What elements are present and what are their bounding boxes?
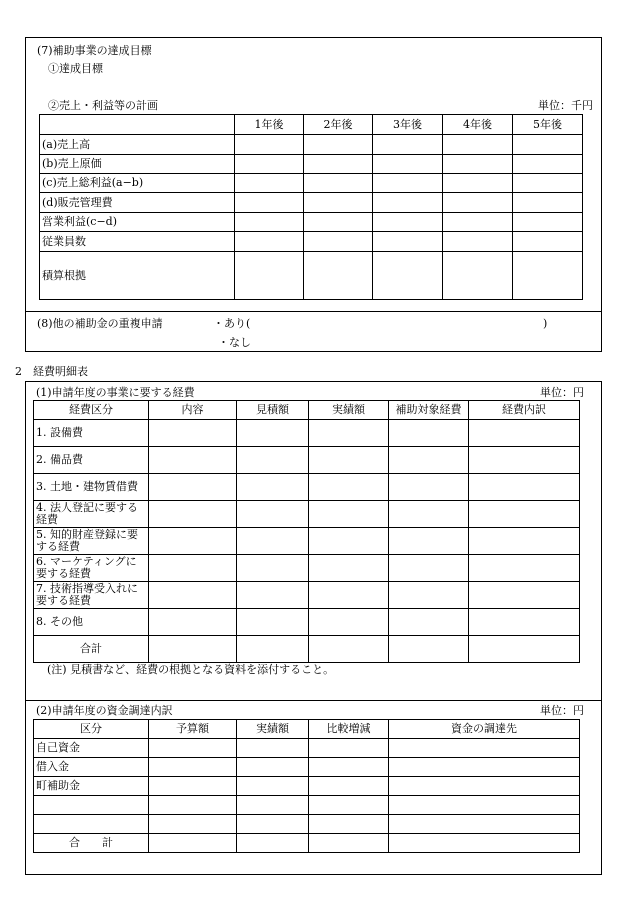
funding-cell[interactable] xyxy=(149,815,237,834)
table-row xyxy=(34,739,580,758)
section2-heading: 2 経費明細表 xyxy=(15,365,88,378)
plan-cell[interactable] xyxy=(304,155,373,174)
funding-cell[interactable] xyxy=(309,739,389,758)
funding-col-header: 実績額 xyxy=(237,720,309,739)
table-row xyxy=(34,636,580,663)
funding-cell[interactable] xyxy=(149,834,237,853)
plan-cell[interactable] xyxy=(443,213,513,232)
expense-cell[interactable] xyxy=(389,636,469,663)
table-row xyxy=(40,174,583,193)
expense-category: 3. 土地・建物賃借費 xyxy=(34,474,149,501)
expense-cell[interactable] xyxy=(149,555,237,582)
plan-cell[interactable] xyxy=(373,193,443,213)
plan-cell[interactable] xyxy=(513,193,583,213)
funding-col-header: 比較増減 xyxy=(309,720,389,739)
plan-col-header xyxy=(40,115,235,135)
plan-cell[interactable] xyxy=(304,213,373,232)
expense-cell[interactable] xyxy=(149,609,237,636)
expense-cell[interactable] xyxy=(469,636,580,663)
plan-cell[interactable] xyxy=(443,155,513,174)
expenses-unit: 単位：円 xyxy=(540,386,584,399)
plan-cell[interactable] xyxy=(373,252,443,300)
expense-cell[interactable] xyxy=(237,420,309,447)
expense-cell[interactable] xyxy=(309,582,389,609)
expense-cell[interactable] xyxy=(309,609,389,636)
divider xyxy=(25,700,602,701)
option-yes-close: ) xyxy=(543,317,548,330)
expense-cell[interactable] xyxy=(149,474,237,501)
plan-cell[interactable] xyxy=(513,174,583,193)
table-row xyxy=(34,777,580,796)
expense-category: 6. マーケティングに要する経費 xyxy=(34,555,149,582)
funding-cell[interactable] xyxy=(309,796,389,815)
plan-col-header: 2年後 xyxy=(304,115,373,135)
funding-cell[interactable] xyxy=(237,758,309,777)
table-row xyxy=(34,420,580,447)
table-row xyxy=(40,232,583,252)
expense-cell[interactable] xyxy=(309,501,389,528)
funding-cell[interactable] xyxy=(309,777,389,796)
table-row xyxy=(34,555,580,582)
plan-row-label: (c)売上総利益(a−b) xyxy=(40,174,235,193)
expense-cell[interactable] xyxy=(469,447,580,474)
expense-cell[interactable] xyxy=(149,582,237,609)
table-row xyxy=(34,528,580,555)
goal-label: ①達成目標 xyxy=(48,62,103,75)
plan-cell[interactable] xyxy=(235,155,304,174)
expenses-col-header: 経費区分 xyxy=(34,401,149,420)
expenses-col-header: 見積額 xyxy=(237,401,309,420)
expense-cell[interactable] xyxy=(309,420,389,447)
plan-cell[interactable] xyxy=(235,213,304,232)
funding-cell[interactable] xyxy=(389,815,580,834)
plan-cell[interactable] xyxy=(443,174,513,193)
expenses-col-header: 補助対象経費 xyxy=(389,401,469,420)
plan-row-label: (b)売上原価 xyxy=(40,155,235,174)
option-no[interactable]: ・なし xyxy=(218,336,251,349)
plan-cell[interactable] xyxy=(513,232,583,252)
funding-cell[interactable] xyxy=(389,796,580,815)
table-row xyxy=(40,193,583,213)
expense-cell[interactable] xyxy=(309,474,389,501)
plan-col-header: 3年後 xyxy=(373,115,443,135)
table-row xyxy=(34,834,580,853)
expense-cell[interactable] xyxy=(469,501,580,528)
funding-cell[interactable] xyxy=(237,815,309,834)
plan-row-label: 営業利益(c−d) xyxy=(40,213,235,232)
plan-cell[interactable] xyxy=(513,252,583,300)
plan-cell[interactable] xyxy=(373,213,443,232)
expense-cell[interactable] xyxy=(309,447,389,474)
section8-title: (8)他の補助金の重複申請 xyxy=(37,317,163,330)
funding-cell[interactable] xyxy=(237,739,309,758)
divider xyxy=(25,311,602,312)
expense-cell[interactable] xyxy=(389,447,469,474)
funding-cell[interactable] xyxy=(149,758,237,777)
expense-cell[interactable] xyxy=(237,636,309,663)
expense-cell[interactable] xyxy=(309,555,389,582)
funding-category[interactable] xyxy=(34,815,149,834)
expense-cell[interactable] xyxy=(469,609,580,636)
expense-cell[interactable] xyxy=(309,528,389,555)
plan-col-header: 1年後 xyxy=(235,115,304,135)
expense-cell[interactable] xyxy=(469,420,580,447)
plan-cell[interactable] xyxy=(304,135,373,155)
plan-cell[interactable] xyxy=(443,232,513,252)
funding-cell[interactable] xyxy=(389,834,580,853)
expense-cell[interactable] xyxy=(237,501,309,528)
plan-cell[interactable] xyxy=(235,252,304,300)
plan-cell[interactable] xyxy=(235,193,304,213)
funding-category[interactable] xyxy=(34,796,149,815)
expense-category: 1. 設備費 xyxy=(34,420,149,447)
table-row xyxy=(34,501,580,528)
expenses-col-header: 内容 xyxy=(149,401,237,420)
table-row xyxy=(34,758,580,777)
option-yes[interactable]: ・あり( xyxy=(213,317,251,330)
table-row xyxy=(34,815,580,834)
expense-total-label: 合計 xyxy=(34,636,149,663)
plan-cell[interactable] xyxy=(304,252,373,300)
expense-cell[interactable] xyxy=(237,528,309,555)
expense-cell[interactable] xyxy=(389,420,469,447)
funding-cell[interactable] xyxy=(389,758,580,777)
expense-cell[interactable] xyxy=(237,447,309,474)
funding-category: 自己資金 xyxy=(34,739,149,758)
plan-cell[interactable] xyxy=(443,135,513,155)
funding-total-label: 合 計 xyxy=(34,834,149,853)
funding-cell[interactable] xyxy=(309,758,389,777)
table-row xyxy=(40,213,583,232)
expenses-note: (注) 見積書など、経費の根拠となる資料を添付すること。 xyxy=(47,663,335,676)
funding-col-header: 予算額 xyxy=(149,720,237,739)
table-row xyxy=(40,155,583,174)
expense-cell[interactable] xyxy=(309,636,389,663)
expense-category: 7. 技術指導受入れに要する経費 xyxy=(34,582,149,609)
plan-cell[interactable] xyxy=(373,155,443,174)
funding-col-header: 区分 xyxy=(34,720,149,739)
expenses-table xyxy=(33,400,580,663)
expense-cell[interactable] xyxy=(237,609,309,636)
plan-unit: 単位：千円 xyxy=(538,99,593,112)
expense-cell[interactable] xyxy=(149,420,237,447)
plan-cell[interactable] xyxy=(513,135,583,155)
plan-cell[interactable] xyxy=(373,174,443,193)
expense-cell[interactable] xyxy=(389,474,469,501)
table-row xyxy=(40,252,583,300)
funding-cell[interactable] xyxy=(237,796,309,815)
plan-cell[interactable] xyxy=(443,193,513,213)
table-row xyxy=(34,796,580,815)
funding-cell[interactable] xyxy=(149,739,237,758)
expenses-col-header: 実績額 xyxy=(309,401,389,420)
plan-cell[interactable] xyxy=(235,135,304,155)
funding-unit: 単位：円 xyxy=(540,704,584,717)
table-row xyxy=(34,447,580,474)
expense-cell[interactable] xyxy=(389,501,469,528)
plan-cell[interactable] xyxy=(513,155,583,174)
expense-cell[interactable] xyxy=(149,501,237,528)
expense-cell[interactable] xyxy=(389,582,469,609)
table-row xyxy=(34,582,580,609)
funding-cell[interactable] xyxy=(237,777,309,796)
plan-cell[interactable] xyxy=(373,135,443,155)
plan-cell[interactable] xyxy=(304,193,373,213)
funding-cell[interactable] xyxy=(389,739,580,758)
plan-cell[interactable] xyxy=(304,174,373,193)
expense-cell[interactable] xyxy=(389,528,469,555)
expense-cell[interactable] xyxy=(469,474,580,501)
table-row xyxy=(34,609,580,636)
plan-cell[interactable] xyxy=(513,213,583,232)
funding-cell[interactable] xyxy=(309,834,389,853)
expenses-col-header: 経費内訳 xyxy=(469,401,580,420)
funding-cell[interactable] xyxy=(237,834,309,853)
plan-cell[interactable] xyxy=(373,232,443,252)
expense-category: 5. 知的財産登録に要する経費 xyxy=(34,528,149,555)
plan-cell[interactable] xyxy=(235,174,304,193)
expense-cell[interactable] xyxy=(469,555,580,582)
plan-table xyxy=(39,114,583,300)
expense-cell[interactable] xyxy=(389,555,469,582)
funding-cell[interactable] xyxy=(389,777,580,796)
table-row xyxy=(34,474,580,501)
funding-table xyxy=(33,719,580,853)
funding-cell[interactable] xyxy=(149,777,237,796)
plan-row-label: 従業員数 xyxy=(40,232,235,252)
plan-col-header: 5年後 xyxy=(513,115,583,135)
expense-cell[interactable] xyxy=(469,528,580,555)
expense-cell[interactable] xyxy=(237,474,309,501)
expense-cell[interactable] xyxy=(469,582,580,609)
expense-category: 4. 法人登記に要する経費 xyxy=(34,501,149,528)
plan-cell[interactable] xyxy=(235,232,304,252)
expense-cell[interactable] xyxy=(149,636,237,663)
funding-category: 町補助金 xyxy=(34,777,149,796)
expense-category: 2. 備品費 xyxy=(34,447,149,474)
funding-title: (2)申請年度の資金調達内訳 xyxy=(36,704,173,717)
plan-row-label: (d)販売管理費 xyxy=(40,193,235,213)
plan-label: ②売上・利益等の計画 xyxy=(48,99,158,112)
plan-cell[interactable] xyxy=(443,252,513,300)
plan-row-label: (a)売上高 xyxy=(40,135,235,155)
funding-cell[interactable] xyxy=(149,796,237,815)
expense-cell[interactable] xyxy=(389,609,469,636)
funding-category: 借入金 xyxy=(34,758,149,777)
expense-category: 8. その他 xyxy=(34,609,149,636)
section7-title: (7)補助事業の達成目標 xyxy=(37,44,152,57)
funding-col-header: 資金の調達先 xyxy=(389,720,580,739)
funding-cell[interactable] xyxy=(309,815,389,834)
expense-cell[interactable] xyxy=(237,555,309,582)
expense-cell[interactable] xyxy=(149,447,237,474)
plan-row-label: 積算根拠 xyxy=(40,252,235,300)
plan-cell[interactable] xyxy=(304,232,373,252)
plan-col-header: 4年後 xyxy=(443,115,513,135)
table-row xyxy=(40,135,583,155)
expense-cell[interactable] xyxy=(149,528,237,555)
expense-cell[interactable] xyxy=(237,582,309,609)
expenses-title: (1)申請年度の事業に要する経費 xyxy=(36,386,195,399)
